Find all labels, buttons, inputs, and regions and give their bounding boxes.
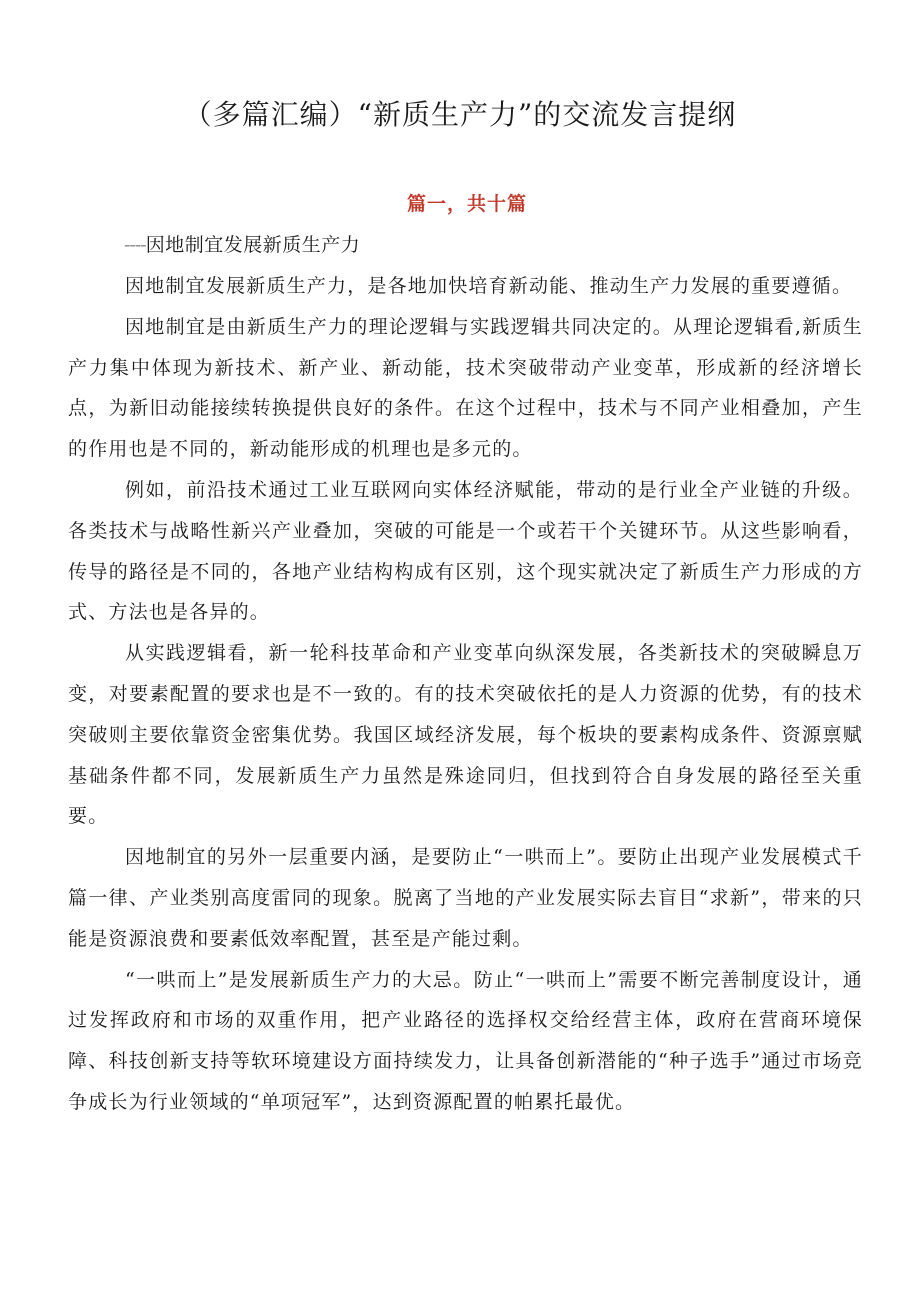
paragraph: 因地制宜发展新质生产力，是各地加快培育新动能、推动生产力发展的重要遵循。 bbox=[125, 275, 853, 297]
paragraph: 因地制宜的另外一层重要内涵，是要防止“一哄而上”。要防止出现产业发展模式千篇一律、产业类别高度雷同的现象。脱离了当地的产业发展实际去盲目“求新”，带来的只能是资源浪费和要素低效率配置，甚至是产能过剩。 bbox=[68, 846, 863, 950]
subtitle-dash: ---- bbox=[124, 234, 146, 256]
paragraph: 从实践逻辑看，新一轮科技革命和产业变革向纵深发展，各类新技术的突破瞬息万变，对要素配置的要求也是不一致的。有的技术突破依托的是人力资源的优势，有的技术突破则主要依靠资金密集优势。我国区域经济发展，每个板块的要素构成条件、资源禀赋基础条件都不同，发展新质生产力虽然是殊途同归，但找到符合自身发展的路径至关重要。 bbox=[68, 642, 863, 828]
paragraph: 例如，前沿技术通过工业互联网向实体经济赋能，带动的是行业全产业链的升级。各类技术与战略性新兴产业叠加，突破的可能是一个或若干个关键环节。从这些影响看，传导的路径是不同的，各地产业结构构成有区别，这个现实就决定了新质生产力形成的方式、方法也是各异的。 bbox=[68, 478, 863, 624]
subtitle-text: 因地制宜发展新质生产力 bbox=[145, 234, 361, 256]
paragraph: 因地制宜是由新质生产力的理论逻辑与实践逻辑共同决定的。从理论逻辑看,新质生产力集中体现为新技术、新产业、新动能，技术突破带动产业变革，形成新的经济增长点，为新旧动能接续转换提供良好的条件。在这个过程中，技术与不同产业相叠加，产生的作用也是不同的，新动能形成的机理也是多元的。 bbox=[68, 315, 863, 461]
document-title: （多篇汇编）“新质生产力”的交流发言提纲 bbox=[183, 98, 737, 131]
subtitle bbox=[124, 230, 360, 257]
paragraph: “一哄而上”是发展新质生产力的大忌。防止“一哄而上”需要不断完善制度设计，通过发挥政府和市场的双重作用，把产业路径的选择权交给经营主体，政府在营商环境保障、科技创新支持等软环境建设方面持续发力，让具备创新潜能的“种子选手”通过市场竞争成长为行业领域的“单项冠军”，达到资源配置的帕累托最优。 bbox=[68, 968, 863, 1113]
section-heading: 篇一，共十篇 bbox=[406, 193, 527, 215]
body-text bbox=[68, 266, 863, 1123]
